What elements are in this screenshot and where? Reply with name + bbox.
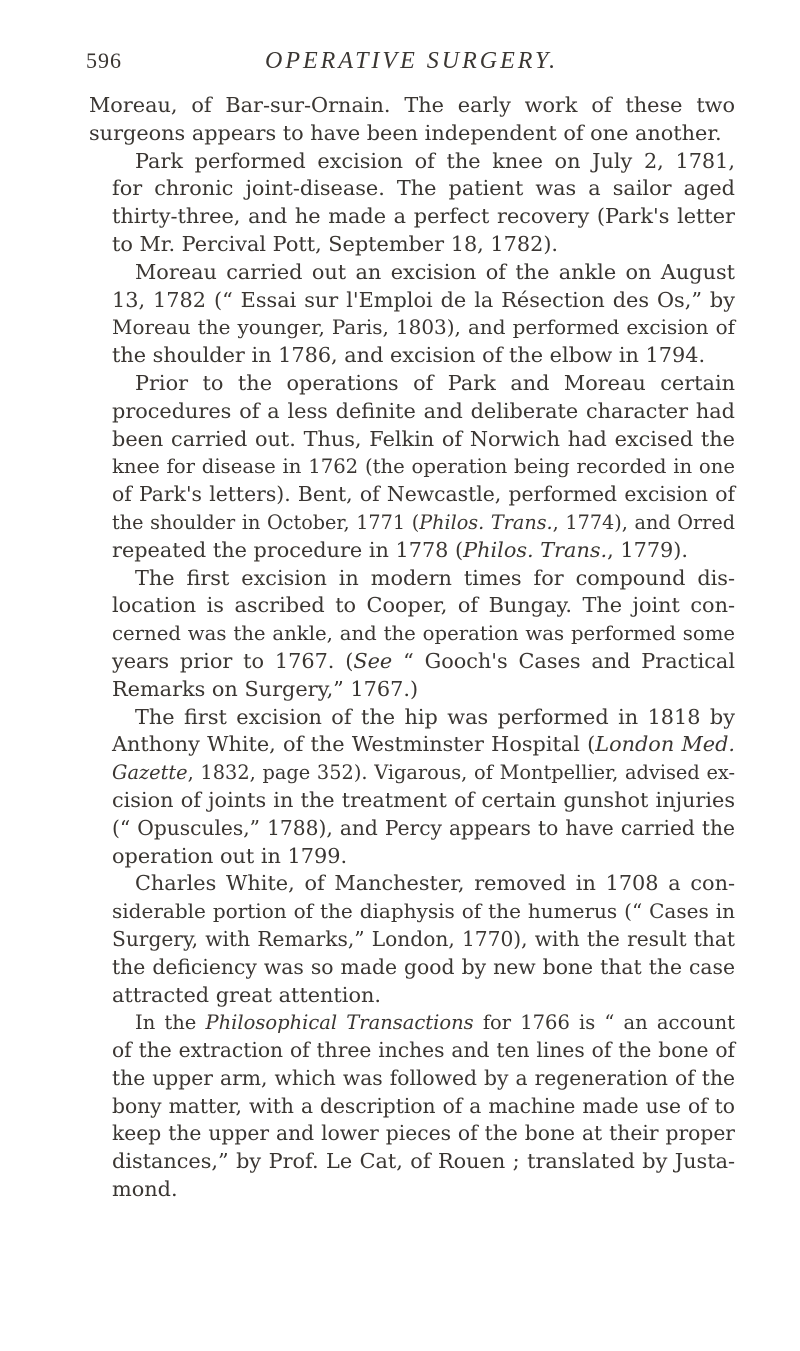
text-line: attracted great attention.	[112, 982, 381, 1007]
italic-citation: Philos. Trans.	[419, 510, 553, 534]
italic-citation: Philos. Trans.	[463, 537, 608, 562]
text-line	[89, 648, 735, 676]
text-line: Prior to the operations of Park and Moreau certain	[135, 370, 735, 395]
line-text: for 1766 is “ an account	[473, 1011, 735, 1035]
text-line: cerned was the ankle, and the operation was performed some	[112, 622, 735, 646]
text-line: Surgery, with Remarks,” London, 1770), with the result that	[112, 926, 735, 951]
text-line	[89, 509, 735, 537]
text-line: mond.	[112, 1177, 178, 1202]
paragraph	[89, 565, 735, 704]
text-line	[89, 759, 735, 787]
line-text: repeated the procedure in 1778 (	[112, 537, 464, 562]
text-line: bony matter, with a description of a machine made use of to	[112, 1093, 735, 1118]
running-head: OPERATIVE SURGERY.	[265, 48, 559, 74]
text-line: of Park's letters). Bent, of Newcastle, performed excision of	[112, 482, 735, 507]
page-header	[0, 48, 800, 88]
text-line: for chronic joint-disease. The patient was a sailor aged	[112, 176, 735, 201]
text-line: distances,” by Prof. Le Cat, of Rouen ; translated by Justa-	[112, 1149, 735, 1174]
text-line: the shoulder in 1786, and excision of the elbow in 1794.	[112, 343, 706, 368]
line-text: the shoulder in October, 1771 (	[112, 510, 420, 534]
paragraph	[89, 704, 735, 871]
text-line	[89, 1009, 735, 1037]
line-text: Anthony White, of the Westminster Hospital (	[112, 732, 596, 757]
text-line	[89, 537, 735, 565]
text-line: Moreau, of Bar-sur-Ornain. The early work of these two	[89, 93, 735, 117]
body-text	[89, 92, 735, 1204]
italic-citation: See	[353, 648, 393, 673]
text-line: the upper arm, which was followed by a regeneration of the	[112, 1065, 735, 1090]
text-line: of the extraction of three inches and ten lines of the bone of	[112, 1038, 735, 1063]
text-line: knee for disease in 1762 (the operation being recorded in one	[112, 455, 735, 479]
text-line: to Mr. Percival Pott, September 18, 1782).	[112, 231, 559, 256]
text-line: been carried out. Thus, Felkin of Norwich had excised the	[112, 426, 735, 451]
page-number: 596	[86, 48, 122, 73]
text-line: The first excision in modern times for compound dis-	[135, 565, 735, 590]
paragraph	[89, 92, 735, 148]
text-line: 13, 1782 (“ Essai sur l'Emploi de la Résection des Os,” by	[112, 287, 735, 312]
line-text: , 1774), and Orred	[552, 510, 735, 534]
text-line: location is ascribed to Cooper, of Bungay. The joint con-	[112, 593, 735, 618]
text-line: Moreau the younger, Paris, 1803), and performed excision of	[112, 315, 735, 340]
line-text: , 1779).	[607, 537, 689, 562]
italic-citation: Philosophical Transactions	[205, 1011, 474, 1035]
line-text: In the	[135, 1011, 206, 1035]
text-line: the deficiency was so made good by new bone that the case	[112, 954, 735, 979]
italic-citation: Gazette	[112, 761, 188, 785]
line-text: years prior to 1767. (	[112, 648, 354, 673]
text-line: procedures of a less definite and deliberate character had	[112, 398, 735, 423]
text-line: keep the upper and lower pieces of the bone at their proper	[112, 1121, 735, 1146]
text-line: The first excision of the hip was performed in 1818 by	[135, 704, 735, 729]
text-line: cision of joints in the treatment of certain gunshot injuries	[112, 787, 735, 812]
italic-citation: London Med.	[595, 732, 736, 757]
paragraph	[89, 370, 735, 565]
text-line: Moreau carried out an excision of the ankle on August	[135, 259, 735, 284]
text-line: siderable portion of the diaphysis of the humerus (“ Cases in	[112, 899, 735, 924]
paragraph	[89, 870, 735, 1009]
line-text: “ Gooch's Cases and Practical	[392, 648, 735, 673]
text-line: operation out in 1799.	[112, 843, 348, 868]
text-line: Park performed excision of the knee on July 2, 1781,	[135, 148, 735, 173]
paragraph	[89, 1009, 735, 1204]
text-line: surgeons appears to have been independent of one another.	[89, 120, 722, 145]
text-line: Charles White, of Manchester, removed in 1708 a con-	[135, 871, 735, 896]
paragraph	[89, 259, 735, 370]
text-line: thirty-three, and he made a perfect recovery (Park's letter	[112, 204, 735, 229]
text-line	[89, 731, 735, 759]
paragraph	[89, 148, 735, 259]
line-text: , 1832, page 352). Vigarous, of Montpellier, advised ex-	[187, 761, 735, 785]
text-line: (“ Opuscules,” 1788), and Percy appears to have carried the	[112, 815, 735, 840]
text-line: Remarks on Surgery,” 1767.)	[112, 676, 419, 701]
